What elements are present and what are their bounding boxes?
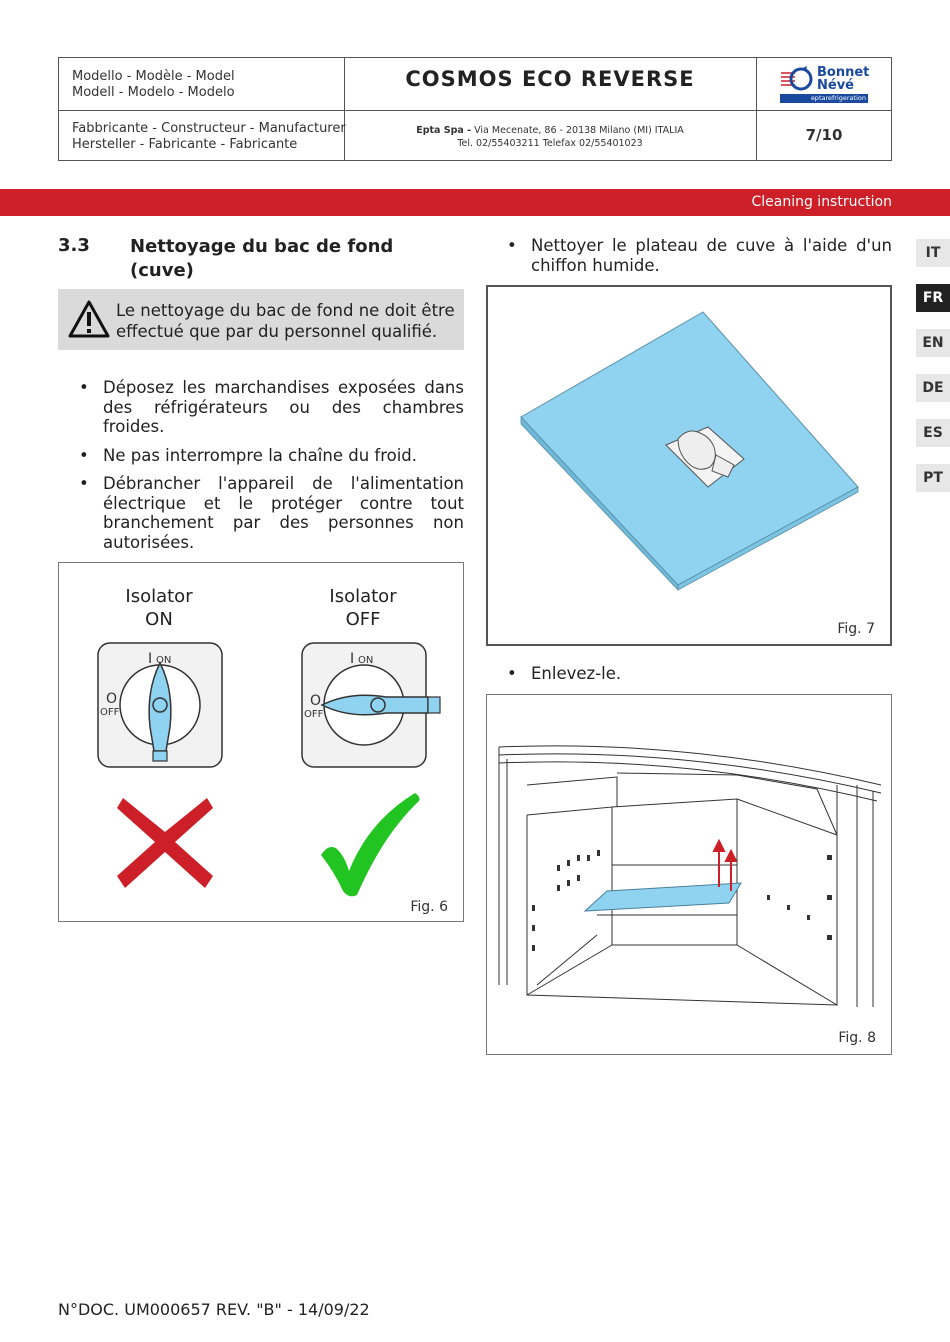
figure-6-caption: Fig. 6 bbox=[410, 899, 448, 915]
not-allowed-icon bbox=[115, 794, 215, 890]
lang-tab-pt[interactable]: PT bbox=[916, 464, 950, 492]
model-label: Modello - Modèle - Model Modell - Modelo - Modelo bbox=[72, 69, 235, 100]
section-number: 3.3 bbox=[58, 235, 90, 256]
header-divider bbox=[59, 110, 891, 111]
section-title: Nettoyage du bac de fond (cuve) bbox=[130, 236, 394, 281]
brand-tagline: eptarefrigeration bbox=[780, 94, 868, 103]
isolator-off-label: Isolator OFF bbox=[329, 586, 397, 630]
brand-name: Bonnet Névé bbox=[817, 65, 870, 93]
brand-logo-icon bbox=[779, 65, 819, 97]
lang-tab-es[interactable]: ES bbox=[916, 419, 950, 447]
switch-on-text: ON bbox=[156, 655, 172, 666]
figure-6 bbox=[58, 562, 464, 922]
warning-text: Le nettoyage du bac de fond ne doit être effectué que par du personnel qualifié. bbox=[116, 301, 455, 341]
svg-text:I: I bbox=[350, 651, 355, 667]
list-item: • Débrancher l'appareil de l'alimentation électrique et le protéger contre tout branchement par des personnes non autorisées. bbox=[77, 474, 464, 552]
svg-text:ON: ON bbox=[358, 655, 374, 666]
svg-text:OFF: OFF bbox=[304, 709, 324, 720]
header-divider bbox=[756, 58, 757, 160]
switch-on-mark: I bbox=[148, 651, 153, 667]
list-item: • Déposez les marchandises exposées dans des réfrigérateurs ou des chambres froides. bbox=[77, 378, 464, 437]
lang-tab-it[interactable]: IT bbox=[916, 239, 950, 267]
page-number: 7/10 bbox=[805, 126, 843, 144]
svg-text:O: O bbox=[310, 693, 322, 709]
tank-tray-illustration bbox=[488, 287, 890, 644]
instruction-list-right-2 bbox=[505, 664, 892, 684]
figure-7 bbox=[486, 285, 892, 646]
instruction-list-right-1 bbox=[505, 236, 892, 275]
document-footer: N°DOC. UM000657 REV. "B" - 14/09/22 bbox=[58, 1300, 370, 1319]
brand-logo bbox=[779, 65, 873, 105]
isolator-switch-on-icon bbox=[96, 641, 224, 769]
manufacturer-label: Fabbricante - Constructeur - Manufacturer Hersteller - Fabricante - Fabricante bbox=[72, 121, 346, 152]
section-bar bbox=[0, 189, 950, 216]
figure-7-caption: Fig. 7 bbox=[837, 621, 875, 637]
switch-off-text: OFF bbox=[100, 707, 120, 718]
lang-tab-de[interactable]: DE bbox=[916, 374, 950, 402]
manufacturer-address: Epta Spa - Via Mecenate, 86 - 20138 Milano (MI) ITALIA Tel. 02/55403211 Telefax 02/55401023 bbox=[416, 125, 684, 149]
allowed-checkmark-icon bbox=[317, 791, 425, 901]
instruction-list-left bbox=[77, 378, 464, 552]
model-title: COSMOS ECO REVERSE bbox=[405, 67, 695, 91]
figure-8-caption: Fig. 8 bbox=[838, 1030, 876, 1046]
list-item: • Ne pas interrompre la chaîne du froid. bbox=[77, 446, 464, 466]
list-item: • Nettoyer le plateau de cuve à l'aide d'un chiffon humide. bbox=[505, 236, 892, 275]
isolator-switch-off-icon bbox=[300, 641, 446, 769]
switch-off-mark: O bbox=[106, 691, 118, 707]
section-bar-label: Cleaning instruction bbox=[751, 194, 892, 210]
list-item: • Enlevez-le. bbox=[505, 664, 892, 684]
warning-box bbox=[58, 289, 464, 350]
cabinet-illustration bbox=[497, 745, 883, 1007]
figure-8 bbox=[486, 694, 892, 1055]
warning-icon bbox=[67, 299, 111, 339]
lang-tab-en[interactable]: EN bbox=[916, 329, 950, 357]
lang-tab-fr[interactable]: FR bbox=[916, 284, 950, 312]
isolator-on-label: Isolator ON bbox=[125, 586, 193, 630]
document-header bbox=[58, 57, 892, 161]
